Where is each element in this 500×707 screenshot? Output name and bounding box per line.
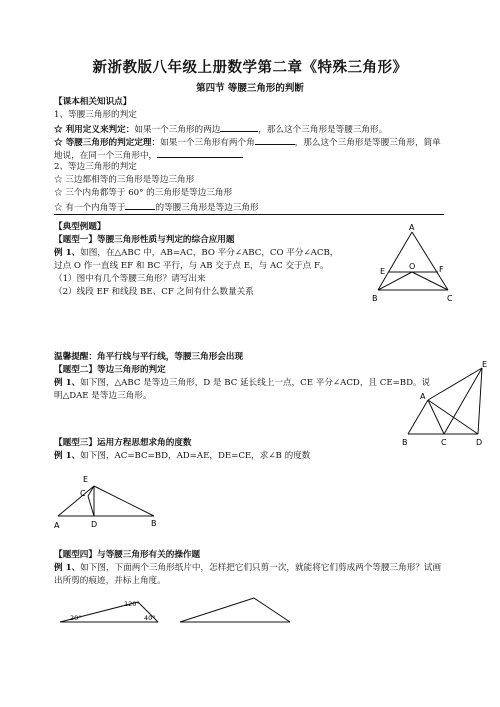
type2-example-line2: 明△DAE 是等边三角形。 [54, 391, 152, 401]
tip-line: 温馨提醒：角平行线与平行线，等腰三角形会出现 [54, 352, 244, 362]
example-label: 例 1、 [54, 378, 81, 388]
label-f: F [439, 265, 444, 274]
figure-angle-b [50, 470, 166, 532]
section-divider [54, 214, 444, 215]
type3-label: 【题型三】 [54, 438, 97, 448]
rule3-text-a: ☆ 有一个内角等于 [54, 203, 126, 213]
label-d: D [476, 438, 483, 447]
type3-example-text: 如下图，AC=BC=BD，AD=AE，DE=CE，求∠B 的度数 [80, 451, 311, 461]
definition-text-a: 如果一个三角形的两边 [134, 125, 221, 135]
type1-question2: （2）线段 EF 和线段 BE、CF 之间有什么数量关系 [54, 287, 254, 297]
angle-120: 120° [124, 600, 140, 608]
knowledge-item2: 2、等边三角形的判定 [54, 162, 137, 172]
type4-heading [54, 550, 200, 561]
label-b: B [402, 438, 408, 447]
label-b: B [151, 519, 157, 528]
label-e: E [380, 267, 386, 276]
type3-example [54, 451, 310, 462]
type1-example [54, 248, 338, 259]
type2-heading [54, 365, 166, 376]
figure-triangle-right [176, 590, 296, 630]
label-a: A [420, 392, 426, 401]
type4-label: 【题型四】 [54, 550, 97, 560]
type4-example-line2: 出所剪的痕迹，并标上角度。 [54, 576, 166, 586]
example-label: 例 1、 [54, 248, 81, 258]
theorem-line [54, 136, 441, 149]
knowledge-item1: 1、等腰三角形的判定 [54, 110, 137, 120]
type2-example [54, 378, 430, 389]
type4-example-text: 如下图，下面两个三角形纸片中，怎样把它们只剪一次，就能将它们剪成两个等腰三角形？试画 [80, 563, 442, 573]
equilateral-rule-1: ☆ 三边都相等的三角形是等边三角形 [54, 175, 195, 185]
type4-example [54, 563, 441, 574]
type3-heading [54, 438, 192, 449]
label-d: D [91, 520, 98, 529]
examples-header: 【典型例题】 [54, 222, 106, 232]
type1-example-text: 如图，在△ABC 中，AB=AC，BO 平分∠ABC，CO 平分∠ACB， [80, 248, 339, 258]
section-subtitle: 第四节 等腰三角形的判断 [196, 83, 304, 94]
equilateral-rule-2: ☆ 三个内角都等于 60° 的三角形是等边三角形 [54, 188, 233, 198]
blank-field[interactable] [157, 149, 243, 158]
type1-label: 【题型一】 [54, 235, 97, 245]
angle-40: 40° [144, 614, 156, 622]
figure-triangle-120 [56, 592, 164, 628]
label-e: E [83, 475, 89, 484]
type4-title: 与等腰三角形有关的操作题 [96, 550, 201, 560]
type1-title: 等腰三角形性质与判定的综合应用题 [96, 235, 235, 245]
figure-equilateral-dae [398, 358, 492, 450]
theorem-text-c: 地说，在同一个三角形中， [54, 151, 158, 161]
type2-label: 【题型二】 [54, 365, 97, 375]
type1-question1: （1）图中有几个等腰三角形？请写出来 [54, 274, 206, 284]
example-label: 例 1、 [54, 451, 81, 461]
theorem-line-2 [54, 149, 243, 162]
type1-heading [54, 235, 235, 246]
blank-field[interactable] [220, 123, 258, 132]
figure-triangle-abc-ef [368, 222, 458, 304]
type2-example-text: 如下图，△ABC 是等边三角形，D 是 BC 延长线上一点，CE 平分∠ACD，且 CE=BD。说 [80, 378, 431, 388]
angle-20: 20° [70, 614, 82, 622]
label-o: O [409, 262, 416, 271]
theorem-label: ☆ 等腰三角形的判定定理： [54, 138, 161, 148]
definition-label: ☆ 利用定义来判定： [54, 125, 135, 135]
blank-field[interactable] [255, 136, 295, 145]
page-title: 新浙教版八年级上册数学第二章《特殊三角形》 [92, 59, 408, 76]
type1-example-line2: 过点 O 作一直线 EF 和 BC 平行，与 AB 交于点 E，与 AC 交于点 F。 [54, 261, 329, 271]
type2-title: 等边三角形的判定 [96, 365, 166, 375]
definition-line [54, 123, 387, 136]
equilateral-rule-3 [54, 201, 259, 214]
label-c: C [80, 489, 86, 498]
theorem-text-b: ，那么这个三角形是等腰三角形，简单 [294, 138, 441, 148]
type3-title: 运用方程思想求角的度数 [96, 438, 192, 448]
definition-text-b: ，那么这个三角形是等腰三角形。 [258, 125, 388, 135]
label-a: A [54, 521, 60, 530]
blank-field[interactable] [125, 201, 155, 210]
label-c: C [447, 294, 453, 303]
label-b: B [372, 294, 378, 303]
rule3-text-b: 的等腰三角形是等边三角形 [155, 203, 259, 213]
label-c: C [441, 438, 447, 447]
example-label: 例 1、 [54, 563, 81, 573]
knowledge-header: 【课本相关知识点】 [54, 97, 132, 107]
label-a: A [409, 223, 415, 232]
label-e: E [482, 360, 488, 369]
theorem-text-a: 如果一个三角形有两个角 [160, 138, 255, 148]
